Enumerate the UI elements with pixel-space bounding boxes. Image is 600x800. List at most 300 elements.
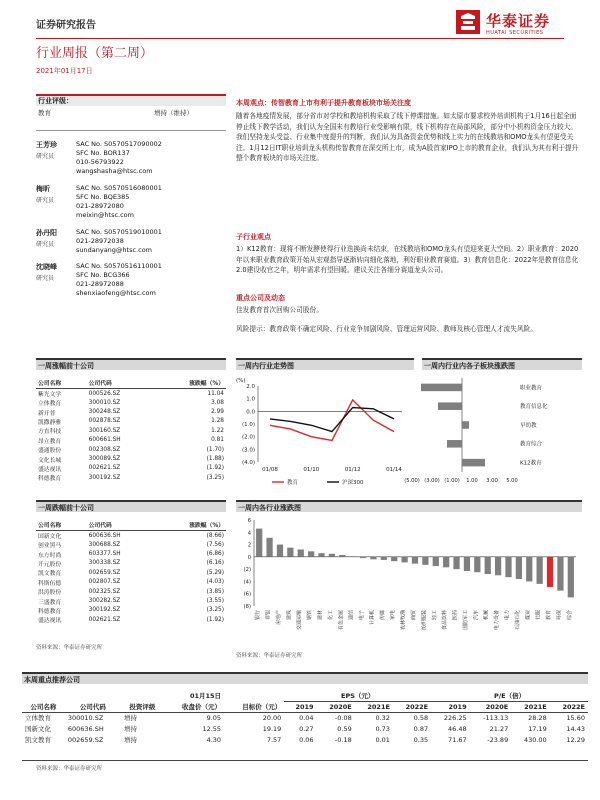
table-cell: 昂立教育: [38, 438, 62, 445]
y-tick-label: 2: [247, 542, 251, 549]
rating-industry: 教育: [38, 109, 51, 117]
gainers-title: 一周涨幅前十公司: [36, 358, 226, 370]
table-cell: -23.89: [487, 735, 509, 744]
analyst-role: 研究员: [36, 275, 55, 282]
table-row: [36, 540, 226, 549]
bar: [568, 557, 574, 598]
bar: [464, 557, 470, 571]
sub-industry-chart: [400, 372, 590, 494]
table-cell: 71.67: [447, 735, 467, 744]
table-header: 公司代码: [87, 519, 154, 531]
category-label: 交通运输: [296, 610, 303, 631]
legend-label: 沪深300: [342, 480, 364, 486]
table-cell: 300192.SZ: [88, 474, 121, 481]
analyst-name: 王芳珍: [36, 141, 57, 149]
table-cell: 增持: [123, 736, 137, 744]
table-cell: (1.92): [206, 465, 224, 472]
table-cell: 600636.SH: [67, 724, 104, 733]
industries-chart-title: 一周内各行业涨跌图: [236, 500, 582, 512]
logo-text-en: HUATAI SECURITIES: [486, 30, 544, 36]
y-tick-label: (4): [243, 579, 251, 586]
x-tick-label: (1.00): [444, 478, 460, 484]
analyst-email-link[interactable]: shenxiaofeng@htsc.com: [76, 289, 156, 297]
analyst-card: [36, 262, 226, 302]
y-tick-label: (3.0): [241, 447, 255, 454]
category-label: 农林牧渔: [400, 610, 407, 631]
table-cell: 新开普: [38, 410, 56, 417]
table-cell: 14.43: [566, 724, 585, 733]
bar: [318, 553, 324, 557]
table-cell: (6.86): [206, 551, 224, 558]
table-cell: 1.22: [211, 427, 224, 434]
source-note: 资料来源：华泰证券研究所: [36, 645, 103, 651]
table-cell: 凯文教育: [25, 736, 51, 744]
bar: [505, 557, 511, 577]
bar: [447, 440, 462, 448]
table-cell: 430.00: [523, 735, 547, 744]
category-label: 医药: [452, 610, 459, 621]
table-cell: 国新文化: [25, 725, 51, 733]
table-cell: 600636.SH: [88, 532, 121, 539]
table-cell: 300192.SZ: [88, 607, 121, 614]
table-cell: 300282.SZ: [88, 598, 121, 605]
table-row: [36, 436, 226, 445]
table-cell: (1.88): [206, 456, 224, 463]
table-header: 公司名称: [36, 377, 87, 389]
bar: [360, 557, 366, 558]
table-cell: 0.06: [299, 735, 314, 744]
category-label: 环保: [556, 610, 563, 621]
table-cell: 紫光文学: [38, 392, 62, 398]
x-tick-label: 1.00: [466, 478, 478, 484]
table-cell: 300089.SZ: [88, 456, 121, 463]
bar: [433, 557, 439, 566]
category-label: 社服: [535, 610, 542, 621]
table-cell: 增持: [123, 725, 137, 733]
category-label: 有色金属: [338, 610, 345, 631]
table-cell: 002878.SZ: [88, 418, 121, 425]
table-cell: 603377.SH: [88, 551, 121, 558]
analyst-sac: SAC No. S0570516080001: [76, 184, 162, 192]
table-cell: 3.08: [211, 399, 224, 406]
category-label: 电力: [504, 610, 511, 621]
analyst-sac: SAC No. S0570516110001: [76, 262, 162, 270]
table-cell: 002621.SZ: [88, 616, 121, 623]
table-header: 2020E: [317, 701, 355, 712]
report-type: 证券研究报告: [36, 20, 96, 31]
series-line: [270, 400, 394, 441]
table-cell: 0.01: [375, 735, 390, 744]
y-axis-label: (%): [236, 378, 246, 384]
table-cell: 0.81: [211, 437, 224, 444]
analyst-role: 研究员: [36, 197, 55, 204]
table-cell: 0.27: [299, 724, 314, 733]
focus-paragraph: 佳发教育首次回购公司股份。: [236, 306, 323, 314]
table-header: 公司名称: [22, 701, 65, 712]
y-tick-label: (8): [243, 604, 251, 610]
bar: [298, 549, 304, 556]
x-tick-label: 3.00: [486, 478, 498, 484]
rec-table: [22, 690, 588, 745]
table-cell: (3.25): [206, 607, 224, 614]
category-label: K12教育: [520, 460, 542, 467]
rec-pe-label: P/E（倍）: [431, 690, 588, 701]
table-header: 公司代码: [65, 701, 121, 712]
analyst-phone: 021-28972080: [76, 202, 124, 210]
category-label: 机械: [483, 610, 490, 621]
table-header: 2020E: [470, 701, 512, 712]
category-label: 石油石化: [514, 610, 521, 631]
table-cell: 立体教育: [38, 401, 62, 408]
table-cell: 4.30: [206, 735, 222, 744]
table-cell: 0.87: [413, 724, 429, 733]
table-header: 2021E: [511, 701, 549, 712]
category-label: 通信: [348, 610, 355, 621]
table-header: 2019: [284, 701, 316, 712]
bar: [495, 557, 501, 575]
y-tick-label: (2.0): [241, 434, 255, 441]
table-cell: 21.27: [489, 724, 509, 733]
table-cell: -0.18: [334, 735, 352, 744]
rec-date-label: 01月15日: [189, 692, 222, 700]
table-cell: 东方时尚: [38, 552, 62, 559]
x-tick-label: 01/14: [386, 467, 402, 473]
table-cell: 15.60: [566, 713, 585, 722]
legend-label: 教育: [287, 480, 299, 486]
table-cell: 300010.SZ: [67, 713, 104, 722]
table-cell: 002659.SZ: [88, 569, 121, 576]
analyst-card: [36, 184, 226, 224]
table-row: [36, 578, 226, 587]
industries-chart: [232, 514, 584, 648]
analyst-sfc: SFC No. BQE385: [76, 193, 130, 201]
table-header: 收盘价（元）: [164, 701, 224, 712]
table-cell: 创业黑马: [38, 543, 62, 550]
analyst-card: [36, 140, 226, 180]
table-cell: 002325.SZ: [88, 588, 121, 595]
table-cell: 三盛教育: [38, 599, 62, 606]
table-row: [36, 398, 226, 407]
table-cell: 17.19: [528, 724, 547, 733]
bar: [308, 551, 314, 557]
table-cell: (8.66): [206, 532, 224, 539]
bar: [256, 529, 262, 557]
bar: [547, 557, 553, 587]
table-row: [36, 587, 226, 596]
table-cell: 科德教育: [38, 476, 62, 483]
company-logo: [456, 8, 584, 42]
table-cell: 300160.SZ: [88, 427, 121, 434]
rating-value: 增持（维持）: [154, 109, 193, 117]
table-cell: 46.48: [447, 724, 467, 733]
analyst-sac: SAC No. S0570519010001: [76, 228, 162, 236]
category-label: 轻工: [431, 610, 438, 621]
bar: [329, 554, 335, 557]
sub-industry-heading: 子行业观点: [236, 233, 271, 241]
x-tick-label: 01/12: [344, 467, 361, 473]
table-cell: (3.55): [206, 598, 224, 605]
analyst-email-link[interactable]: sundanyang@htsc.com: [76, 246, 153, 254]
table-cell: -0.08: [334, 713, 352, 722]
y-tick-label: 2.0: [246, 384, 255, 390]
table-cell: (4.03): [206, 579, 224, 586]
analyst-name: 梅昕: [36, 185, 50, 193]
category-label: 国防军工: [462, 610, 469, 631]
table-cell: 000526.SZ: [88, 390, 121, 397]
bar: [287, 548, 293, 557]
table-header: 目标价（元）: [224, 701, 284, 712]
table-cell: 12.55: [202, 724, 222, 733]
table-cell: 19.19: [262, 724, 282, 733]
rating-divider: [36, 130, 226, 131]
category-label: 煤炭: [525, 610, 532, 621]
risk-paragraph: 风险提示：教育政策不确定风险、行业竞争加剧风险、管理运营风险、教师及核心管理人才流失风险。: [236, 325, 537, 333]
analyst-name: 孙丹阳: [36, 229, 57, 237]
analyst-email-link[interactable]: wangshasha@htsc.com: [76, 167, 153, 175]
category-label: 教育综合: [520, 441, 543, 448]
y-tick-label: (2): [243, 567, 251, 574]
table-row: [36, 389, 226, 399]
table-cell: 600661.SH: [88, 437, 121, 444]
table-cell: 226.25: [443, 713, 467, 722]
y-tick-label: 0: [247, 554, 251, 561]
table-cell: 盛通股份: [38, 448, 62, 455]
table-row: [36, 531, 226, 541]
table-cell: 300248.SZ: [88, 409, 121, 416]
table-row: [36, 549, 226, 558]
bar: [370, 557, 376, 559]
table-row: [22, 712, 588, 723]
rating-section-title: 行业评级：: [36, 94, 226, 106]
category-label: 教育信息化: [520, 404, 548, 411]
table-cell: 洪涛股份: [38, 590, 62, 597]
y-tick-label: (4.0): [241, 460, 255, 466]
table-cell: 300010.SZ: [88, 399, 121, 406]
analyst-sac: SAC No. S0570517090002: [76, 140, 162, 148]
page-title: 行业周报（第二周）: [36, 46, 154, 61]
x-tick-label: (3.00): [424, 478, 440, 484]
bar: [277, 545, 283, 557]
category-label: 计算机: [369, 610, 376, 626]
header-divider: [36, 38, 564, 39]
table-cell: 立体教育: [25, 714, 51, 723]
category-label: 化工: [327, 610, 334, 621]
table-cell: 0.59: [337, 724, 352, 733]
table-header: 公司代码: [87, 377, 154, 389]
y-tick-label: 0.0: [246, 409, 255, 416]
bar: [422, 557, 428, 565]
table-cell: 7.57: [266, 735, 282, 744]
table-cell: (7.56): [206, 541, 224, 548]
bar: [350, 556, 356, 557]
table-row: [36, 606, 226, 615]
bar: [516, 557, 522, 579]
y-tick-label: (6): [243, 591, 251, 598]
category-label: 纺织服装: [421, 610, 428, 631]
table-header: 2022E: [550, 701, 588, 712]
bar: [339, 555, 345, 557]
table-cell: (3.25): [206, 474, 224, 481]
logo-text: 华泰证券: [486, 12, 551, 30]
table-cell: (1.92): [206, 616, 224, 623]
table-cell: 300338.SZ: [88, 560, 121, 567]
bar: [266, 538, 272, 557]
table-cell: 002308.SZ: [88, 446, 121, 453]
y-tick-label: 4: [247, 530, 251, 537]
losers-table: [36, 519, 226, 625]
table-row: [36, 445, 226, 454]
table-row: [36, 473, 226, 482]
logo-mark-icon: [456, 10, 480, 34]
category-label: 商贸: [411, 610, 417, 621]
category-label: 银行: [255, 610, 262, 621]
bar: [421, 384, 462, 392]
rec-eps-label: EPS（元）: [284, 690, 431, 701]
x-tick-label: 01/08: [262, 467, 278, 473]
gainers-table: [36, 377, 226, 483]
bar: [462, 459, 485, 467]
category-label: 电子: [359, 610, 366, 621]
table-cell: 0.58: [413, 713, 429, 722]
category-label: 职业教育: [520, 385, 543, 392]
analyst-sfc: SFC No. BCG366: [76, 271, 130, 279]
focus-heading: 重点公司及动态: [236, 294, 285, 302]
category-label: 电力设备: [494, 610, 501, 631]
table-row: [36, 464, 226, 473]
category-label: 钢铁: [307, 610, 314, 621]
table-row: [36, 407, 226, 416]
table-header: 涨跌幅（%）: [154, 519, 226, 531]
sub-industry-paragraph: 1）K12教育：现将不断发酵使得行业迭换尚未结束，在线教培和OMO龙头有望迎来更大空间。2）职业教育：2020年以来职业教育政策开始从宏观指导逐渐转向细化落地，利好职业教育赛道。3）教育信息化：2022年是教育信息化2.0建设收官之年，明年需求有望回暖。建议关注各细分赛道龙头公司。: [236, 245, 579, 274]
table-header: 2019: [431, 701, 469, 712]
table-cell: 11.04: [207, 390, 224, 397]
analyst-phone: 021-28972038: [76, 237, 124, 245]
view-heading: 本周观点：传智教育上市有利于提升教育板块市场关注度: [236, 99, 411, 107]
category-label: 房地产: [275, 610, 282, 626]
bar: [438, 402, 462, 410]
table-row: [36, 615, 226, 624]
y-tick-label: 1.0: [246, 396, 255, 403]
x-tick-label: 5.00: [506, 478, 518, 484]
category-label: 建材: [317, 610, 324, 621]
table-cell: 凯文教育: [38, 571, 62, 578]
table-cell: 0.04: [299, 713, 314, 722]
bar: [453, 557, 459, 569]
source-note: 资料来源：华泰证券研究所: [236, 653, 303, 659]
table-cell: 0.35: [413, 735, 429, 744]
category-label: 汽车: [473, 610, 480, 621]
category-label: 教育: [546, 610, 553, 621]
analyst-card: [36, 228, 226, 260]
analyst-phone: 021-28972088: [76, 280, 124, 288]
analyst-role: 研究员: [36, 153, 55, 160]
table-cell: 9.05: [206, 713, 222, 722]
table-cell: (5.29): [206, 569, 224, 576]
bar: [537, 557, 543, 584]
table-cell: 科斯伍德: [38, 580, 62, 587]
category-label: 综合: [566, 610, 573, 621]
table-cell: 300688.SZ: [88, 541, 121, 548]
bar: [485, 557, 491, 574]
analyst-sfc: SFC No. BOR137: [76, 149, 130, 157]
analyst-name: 沈晓峰: [36, 263, 57, 271]
table-cell: 科德教育: [38, 608, 62, 615]
table-cell: -113.13: [483, 713, 509, 722]
category-label: 传媒: [379, 610, 386, 621]
table-cell: 盛达视讯: [38, 618, 62, 625]
table-row: [36, 454, 226, 463]
table-header: 2022E: [393, 701, 431, 712]
table-row: [36, 417, 226, 426]
table-cell: 0.32: [375, 713, 390, 722]
bar: [412, 557, 418, 564]
analyst-email-link[interactable]: meixin@htsc.com: [76, 211, 134, 219]
analyst-phone: 010-56793922: [76, 158, 124, 166]
trend-chart: [232, 372, 414, 492]
table-cell: 20.00: [262, 713, 282, 722]
table-header: 投资评级: [121, 701, 164, 712]
table-cell: 国新文化: [38, 534, 62, 540]
category-label: 家电: [390, 610, 397, 621]
table-header: 公司名称: [36, 519, 87, 531]
bar: [462, 421, 469, 429]
table-row: [36, 568, 226, 577]
rec-title: 本周重点推荐公司: [22, 672, 588, 684]
bar: [557, 557, 563, 591]
table-cell: 12.29: [566, 735, 585, 744]
table-row: [36, 426, 226, 435]
category-label: 建筑: [286, 610, 293, 621]
table-cell: 文化长城: [38, 457, 62, 464]
trend-chart-title: 一周内行业走势图: [236, 358, 414, 370]
table-cell: 002621.SZ: [88, 465, 121, 472]
table-cell: 1.28: [211, 418, 224, 425]
source-note: 资料来源：华泰证券研究所: [36, 766, 103, 772]
table-cell: 开元股份: [38, 561, 62, 568]
sub-industry-chart-title: 一周内行业内各子板块涨跌图: [422, 358, 582, 370]
report-date: 2021年01月17日: [36, 67, 93, 75]
x-tick-label: (5.00): [404, 478, 420, 484]
table-cell: 0.73: [375, 724, 390, 733]
category-label: 非银: [265, 610, 272, 621]
table-header: 2021E: [355, 701, 393, 712]
table-row: [22, 734, 588, 745]
bar: [401, 557, 407, 563]
category-label: 早幼教: [520, 422, 537, 429]
category-label: 食品饮料: [442, 610, 449, 631]
bar: [391, 557, 397, 561]
bar: [474, 557, 480, 572]
table-row: [36, 559, 226, 568]
table-row: [36, 596, 226, 605]
table-cell: 方直科技: [38, 429, 62, 436]
bar: [443, 557, 449, 567]
table-cell: 2.99: [211, 409, 224, 416]
table-cell: 凯撒静雅: [38, 419, 62, 426]
table-row: [22, 723, 588, 734]
x-tick-label: 01/10: [303, 467, 320, 473]
bar: [526, 557, 532, 582]
table-cell: 002659.SZ: [67, 735, 104, 744]
table-cell: 28.28: [528, 713, 547, 722]
table-cell: 增持: [123, 714, 137, 723]
analyst-role: 研究员: [36, 241, 55, 248]
table-cell: (6.16): [206, 560, 224, 567]
y-tick-label: (1.0): [241, 422, 255, 428]
table-cell: (3.85): [206, 588, 224, 595]
table-cell: 002807.SZ: [88, 579, 121, 586]
table-cell: (1.70): [206, 446, 224, 453]
